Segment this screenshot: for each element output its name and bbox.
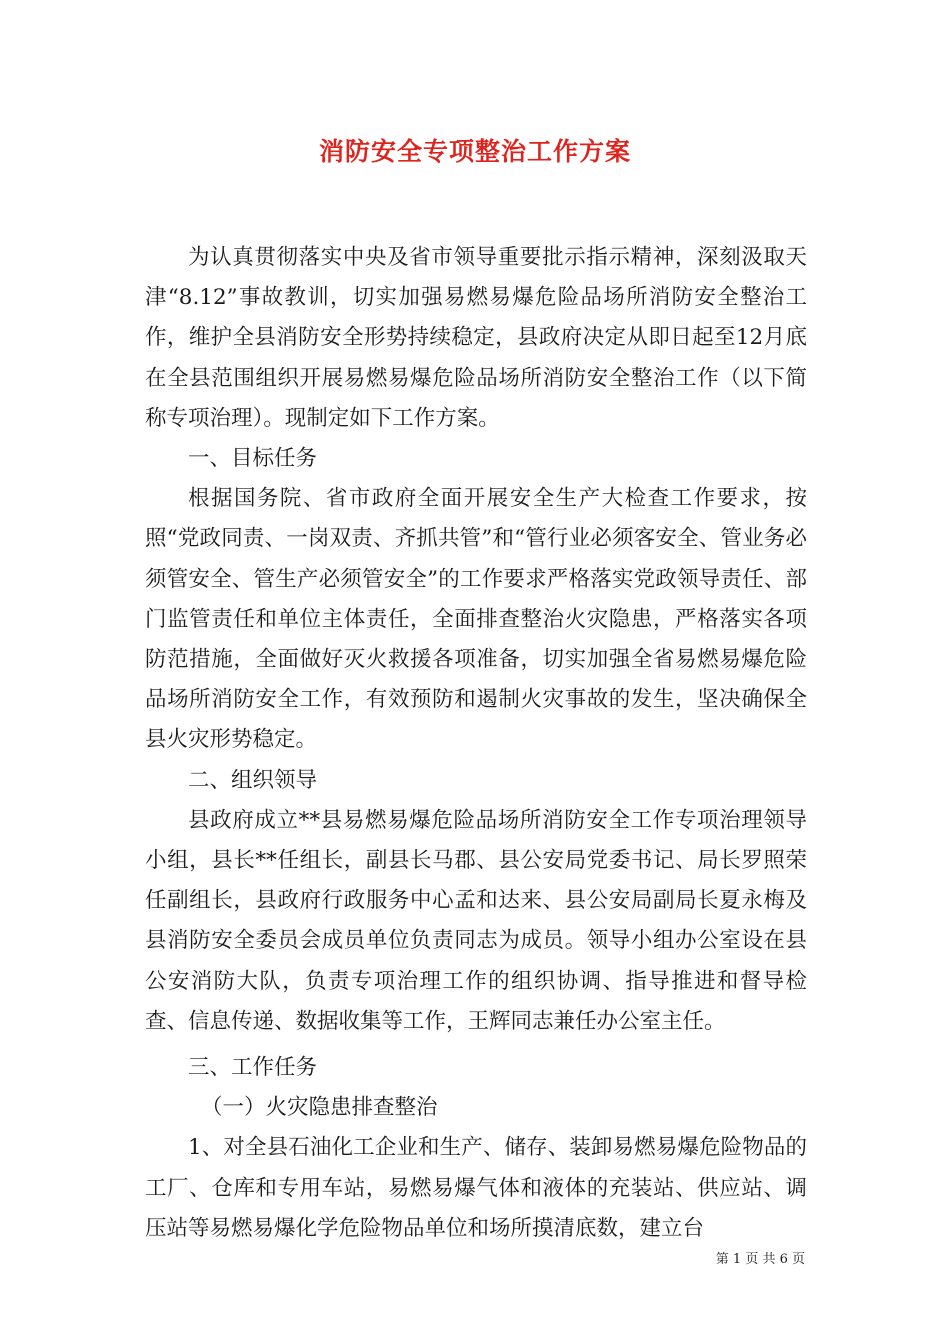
section-heading-tasks: 三、工作任务 bbox=[188, 1055, 318, 1081]
document-title: 消防安全专项整治工作方案 bbox=[318, 137, 631, 166]
document-body bbox=[145, 238, 807, 1249]
task-item-1: 1、对全县石油化工企业和生产、储存、装卸易燃易爆危险物品的工厂、仓库和专用车站，易燃易爆气体和液体的充装站、供应站、调压站等易燃易爆化学危险物品单位和场所摸清底数，建立台 bbox=[145, 1135, 807, 1241]
intro-paragraph: 为认真贯彻落实中央及省市领导重要批示指示精神，深刻汲取天津“8.12”事故教训，切实加强易燃易爆危险品场所消防安全整治工作，维护全县消防安全形势持续稳定，县政府决定从即日起至12月底在全县范围组织开展易燃易爆危险品场所消防安全整治工作（以下简称专项治理）。现制定如下工作方案。 bbox=[145, 245, 807, 431]
subsection-heading-hazard-check: （一）火灾隐患排查整治 bbox=[201, 1095, 438, 1121]
section-body-organization: 县政府成立**县易燃易爆危险品场所消防安全工作专项治理领导小组，县长**任组长，副县长马郡、县公安局党委书记、局长罗照荣任副组长，县政府行政服务中心孟和达来、县公安局副局长夏永梅及县消防安全委员会成员单位负责同志为成员。领导小组办公室设在县公安消防大队，负责专项治理工作的组织协调、指导推进和督导检查、信息传递、数据收集等工作，王辉同志兼任办公室主任。 bbox=[145, 807, 807, 1034]
section-body-goals: 根据国务院、省市政府全面开展安全生产大检查工作要求，按照“党政同责、一岗双责、齐抓共管”和“管行业必须客安全、管业务必须管安全、管生产必须管安全”的工作要求严格落实党政领导责任、部门监管责任和单位主体责任，全面排查整治火灾隐患，严格落实各项防范措施，全面做好灭火救援各项准备，切实加强全省易燃易爆危险品场所消防安全工作，有效预防和遏制火灾事故的发生，坚决确保全县火灾形势稳定。 bbox=[145, 486, 807, 753]
page-footer: 第 1 页 共 6 页 bbox=[715, 1252, 805, 1267]
section-heading-goals: 一、目标任务 bbox=[188, 446, 318, 472]
section-heading-organization: 二、组织领导 bbox=[188, 767, 318, 793]
